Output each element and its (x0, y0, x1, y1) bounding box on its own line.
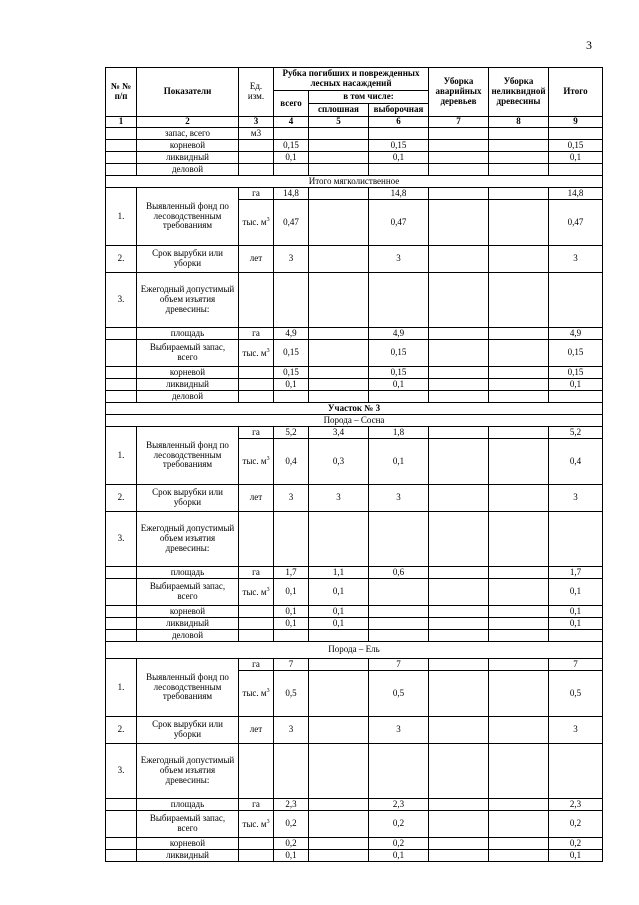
header-cutting: Рубка погибших и поврежденных лесных насаждений (274, 68, 429, 91)
col-number: 8 (489, 117, 549, 128)
table-row: 2. Срок вырубки или уборки лет 3 3 3 (106, 246, 603, 273)
table-row: ликвидный 0,1 0,1 0,1 (106, 618, 603, 630)
col-number: 6 (369, 117, 429, 128)
header-total: Итого (549, 68, 603, 117)
table-row: деловой (106, 391, 603, 403)
table-row: 2. Срок вырубки или уборки лет 3 3 3 (106, 717, 603, 744)
table-row: тыс. $м^3$ 0,47 0,47 0,47 (106, 200, 603, 246)
table-row: деловой (106, 164, 603, 176)
table-row: тыс. $м^3$ 0,4 0,3 0,1 0,4 (106, 439, 603, 485)
header-total-all: всего (274, 91, 309, 117)
header-num: № № п/п (106, 68, 137, 117)
table-row: ликвидный 0,1 0,1 0,1 (106, 379, 603, 391)
col-number: 1 (106, 117, 137, 128)
table-row: деловой (106, 630, 603, 642)
section-pine: Порода – Сосна (106, 415, 603, 427)
table-row: 3. Ежегодный допустимый объем изъятия древесины: (106, 744, 603, 799)
table-row: корневой 0,1 0,1 0,1 (106, 606, 603, 618)
table-row: Выбираемый запас, всего тыс. $м^3$ 0,2 0,2 0,2 (106, 811, 603, 838)
table-row: корневой 0,15 0,15 0,15 (106, 367, 603, 379)
table-row: корневой 0,15 0,15 0,15 (106, 140, 603, 152)
table-row: тыс. $м^3$ 0,5 0,5 0,5 (106, 671, 603, 717)
table-row: 2. Срок вырубки или уборки лет 3 3 3 3 (106, 485, 603, 512)
table-row: ликвидный 0,1 0,1 0,1 (106, 850, 603, 862)
section-plot: Участок № 3 (106, 403, 603, 415)
table-row: 3. Ежегодный допустимый объем изъятия древесины: (106, 512, 603, 567)
section-row (106, 642, 603, 659)
section-row (106, 415, 603, 427)
header-incl: в том числе: (309, 91, 429, 104)
table-row: площадь га 2,3 2,3 2,3 (106, 799, 603, 811)
table-row: 3. Ежегодный допустимый объем изъятия древесины: (106, 273, 603, 328)
section-spruce: Порода – Ель (106, 642, 603, 659)
section-row (106, 403, 603, 415)
table-row: корневой 0,2 0,2 0,2 (106, 838, 603, 850)
header-solid: сплошная (309, 104, 369, 117)
table-row: 1. Выявленный фонд по лесоводственным требованиям га 5,2 3,4 1,8 5,2 (106, 427, 603, 439)
table-row: 1. Выявленный фонд по лесоводственным требованиям га 14,8 14,8 14,8 (106, 188, 603, 200)
table-row: Выбираемый запас, всего тыс. $м^3$ 0,1 0,1 0,1 (106, 579, 603, 606)
header-indicator: Показатели (137, 68, 239, 117)
table-row: ликвидный 0,1 0,1 0,1 (106, 152, 603, 164)
table-row: Выбираемый запас, всего тыс. $м^3$ 0,15 0,15 0,15 (106, 340, 603, 367)
header-unit: Ед. изм. (239, 68, 274, 117)
table-row: площадь га 4,9 4,9 4,9 (106, 328, 603, 340)
page-number: 3 (586, 38, 592, 52)
section-row (106, 176, 603, 188)
header-emergency: Уборка аварийных деревьев (429, 68, 489, 117)
section-soft: Итого мягколиственное (106, 176, 603, 188)
table-row: запас, всего м3 (106, 128, 603, 140)
col-number: 2 (137, 117, 239, 128)
col-number: 9 (549, 117, 603, 128)
header-illiquid: Уборка неликвидной древесины (489, 68, 549, 117)
header-selective: выборочная (369, 104, 429, 117)
table-row: 1. Выявленный фонд по лесоводственным требованиям га 7 7 7 (106, 659, 603, 671)
forest-cutting-table (105, 67, 603, 862)
col-number: 5 (309, 117, 369, 128)
col-number: 4 (274, 117, 309, 128)
col-number: 7 (429, 117, 489, 128)
table-row: площадь га 1,7 1,1 0,6 1,7 (106, 567, 603, 579)
col-number: 3 (239, 117, 274, 128)
